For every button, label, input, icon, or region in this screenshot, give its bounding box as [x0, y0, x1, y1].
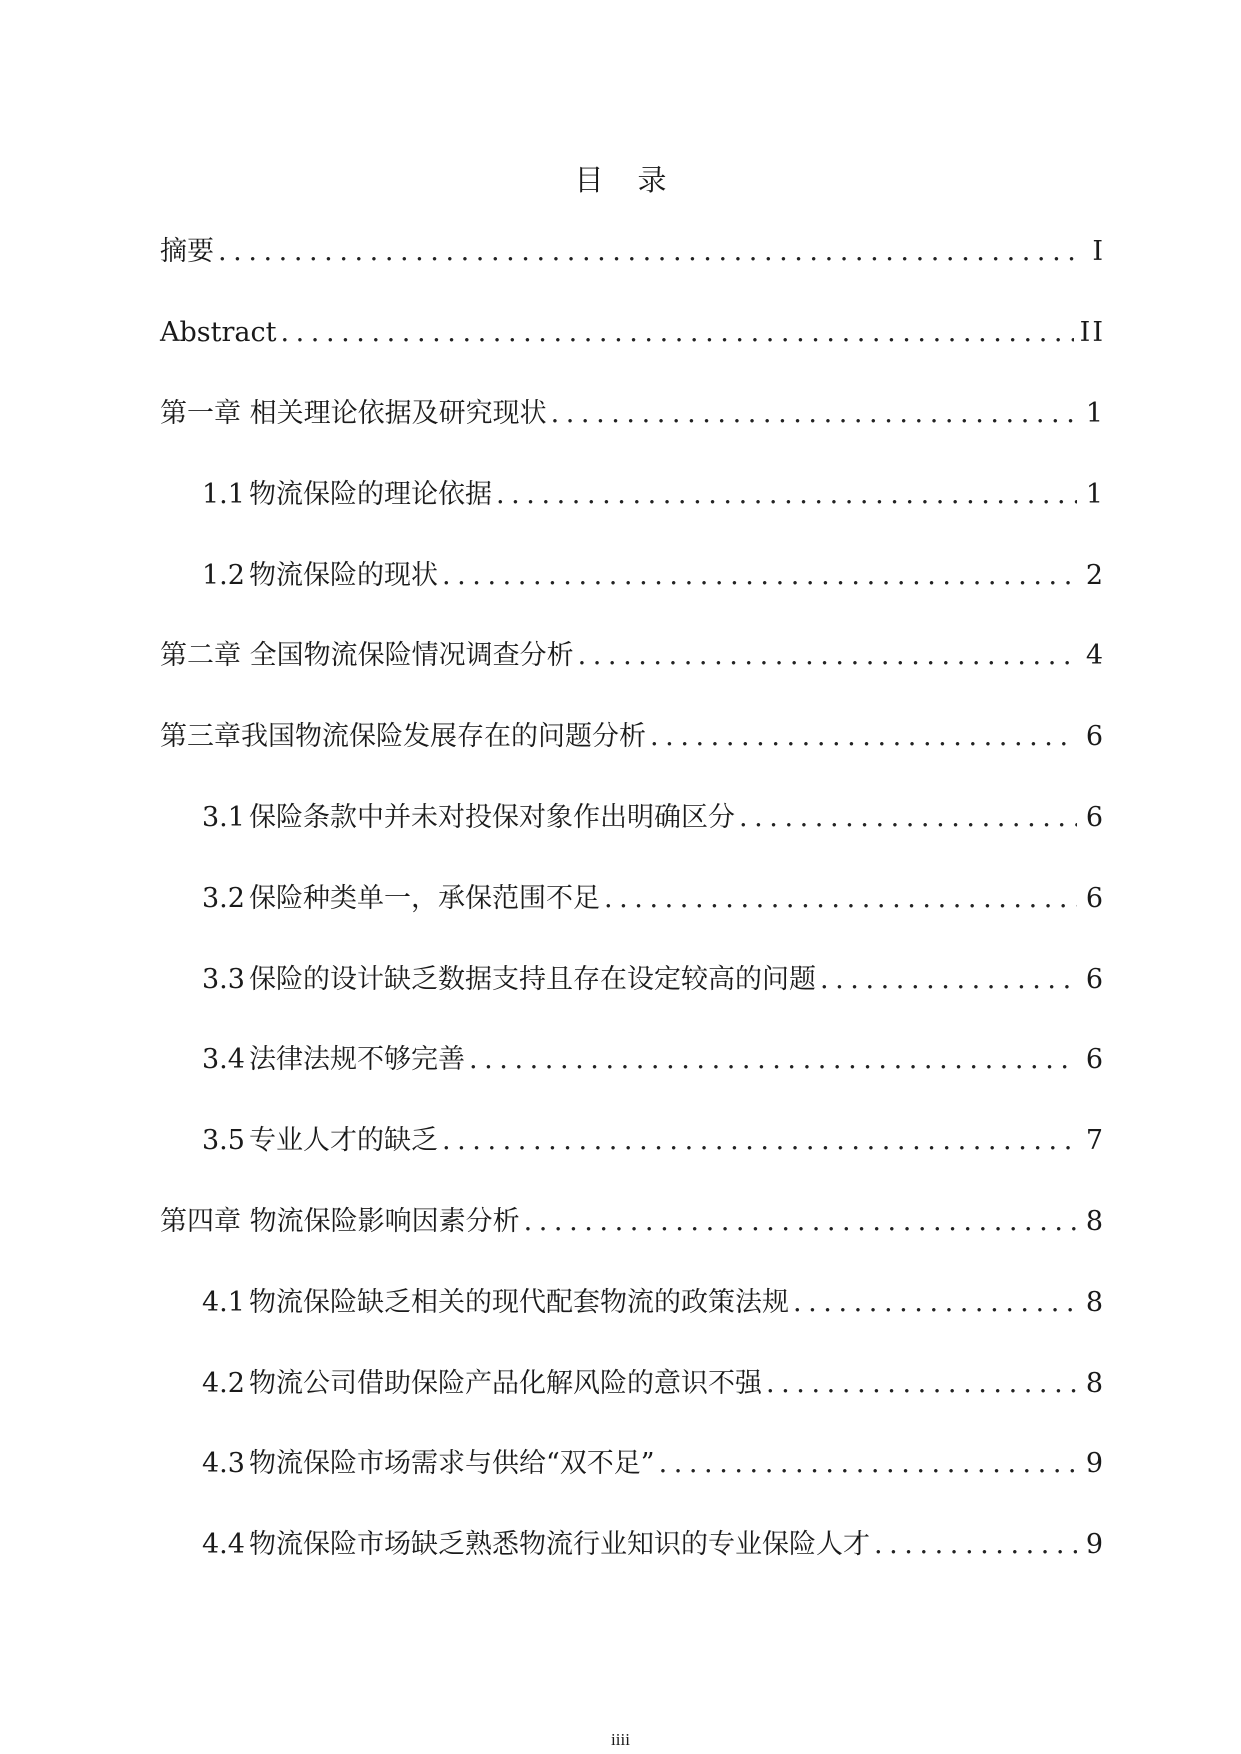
toc-entry-title: 物流保险市场缺乏熟悉物流行业知识的专业保险人才 — [248, 1529, 870, 1561]
toc-entry-label — [160, 315, 280, 351]
toc-entry-title: 第一章 相关理论依据及研究现状 — [160, 397, 547, 429]
toc-entry-page-number: 8 — [1077, 1366, 1105, 1402]
footer-page-number: iiii — [611, 1730, 630, 1749]
toc-dot-leader — [524, 1204, 1077, 1240]
toc-entry-number: 3.2 — [202, 882, 245, 914]
toc-dot-leader — [650, 719, 1077, 755]
toc-entry-label — [202, 1527, 874, 1563]
toc-entry[interactable] — [160, 212, 1105, 293]
toc-entry-number: 4.1 — [202, 1286, 245, 1318]
toc-entry-label — [202, 1446, 659, 1482]
toc-dot-leader — [551, 396, 1077, 432]
toc-entry[interactable] — [160, 858, 1105, 939]
toc-entry[interactable] — [160, 293, 1105, 374]
toc-dot-leader — [442, 558, 1077, 594]
toc-dot-leader — [820, 962, 1077, 998]
toc-entry-page-number: 8 — [1077, 1204, 1105, 1240]
toc-entry-label — [160, 396, 551, 432]
page-title-first-char: 目 — [574, 163, 604, 197]
toc-entry[interactable] — [160, 1262, 1105, 1343]
toc-entry-number: 1.1 — [202, 478, 245, 510]
toc-entry-number: 3.5 — [202, 1125, 245, 1157]
toc-entry-number: 3.4 — [202, 1044, 245, 1076]
toc-entry-number: 3.3 — [202, 963, 245, 995]
toc-entry-page-number: 6 — [1077, 962, 1105, 998]
toc-dot-leader — [604, 881, 1077, 917]
toc-entry-page-number: 9 — [1077, 1446, 1105, 1482]
toc-entry-number: 1.2 — [202, 559, 245, 591]
toc-entry-title: 第三章我国物流保险发展存在的问题分析 — [160, 721, 646, 753]
toc-entry-title: 法律法规不够完善 — [248, 1044, 465, 1076]
toc-dot-leader — [218, 234, 1077, 270]
toc-entry[interactable] — [160, 1343, 1105, 1424]
toc-entry-label — [202, 881, 604, 917]
toc-entry-page-number: II — [1074, 315, 1105, 351]
toc-entry[interactable] — [160, 1020, 1105, 1101]
toc-entry-title: 保险种类单一，承保范围不足 — [248, 882, 600, 914]
toc-entry[interactable] — [160, 535, 1105, 616]
toc-entry-page-number: 6 — [1077, 719, 1105, 755]
toc-entry-page-number: 6 — [1077, 881, 1105, 917]
toc-entry-label — [160, 638, 578, 674]
toc-entry-title: 物流保险市场需求与供给“双不足” — [248, 1448, 655, 1480]
toc-dot-leader — [659, 1446, 1077, 1482]
toc-entry-number: 4.3 — [202, 1448, 245, 1480]
toc-entry-page-number: 2 — [1077, 558, 1105, 594]
toc-entry[interactable] — [160, 1101, 1105, 1182]
toc-dot-leader — [442, 1123, 1077, 1159]
toc-entry-label — [202, 558, 442, 594]
toc-entry-title: 第四章 物流保险影响因素分析 — [160, 1205, 520, 1237]
toc-entry[interactable] — [160, 939, 1105, 1020]
toc-entry-label — [202, 800, 739, 836]
toc-entry-title: 摘要 — [160, 236, 214, 268]
toc-entry-page-number: 1 — [1077, 396, 1105, 432]
toc-entry-label — [202, 962, 820, 998]
toc-entry-title: 物流保险的理论依据 — [248, 478, 492, 510]
toc-entry[interactable] — [160, 697, 1105, 778]
toc-dot-leader — [739, 800, 1077, 836]
toc-dot-leader — [793, 1285, 1077, 1321]
toc-entry-page-number: 4 — [1077, 638, 1105, 674]
toc-entry[interactable] — [160, 616, 1105, 697]
toc-entry-page-number: 6 — [1077, 800, 1105, 836]
toc-entry-title: 保险条款中并未对投保对象作出明确区分 — [248, 801, 735, 833]
toc-entry-page-number: 1 — [1077, 477, 1105, 513]
toc-entry-title: 物流公司借助保险产品化解风险的意识不强 — [248, 1367, 762, 1399]
toc-entry-label — [160, 1204, 524, 1240]
toc-dot-leader — [496, 477, 1077, 513]
toc-entry-label — [202, 1042, 469, 1078]
toc-entry-page-number: 7 — [1077, 1123, 1105, 1159]
page-title — [0, 160, 1241, 200]
toc-dot-leader — [578, 638, 1077, 674]
toc-entry-title: 物流保险缺乏相关的现代配套物流的政策法规 — [248, 1286, 789, 1318]
toc-entry-label — [202, 1366, 766, 1402]
toc-entry-title: 保险的设计缺乏数据支持且存在设定较高的问题 — [248, 963, 816, 995]
toc-entry-title: 第二章 全国物流保险情况调查分析 — [160, 640, 574, 672]
page-title-second-char: 录 — [637, 163, 667, 197]
toc-entry-label — [202, 1285, 793, 1321]
toc-entry-label — [160, 234, 218, 270]
toc-entry-page-number: 9 — [1077, 1527, 1105, 1563]
toc-entry-number: 4.4 — [202, 1529, 245, 1561]
toc-dot-leader — [469, 1042, 1077, 1078]
toc-entry-label — [202, 1123, 442, 1159]
toc-entry[interactable] — [160, 1182, 1105, 1263]
toc-dot-leader — [766, 1366, 1077, 1402]
toc-entry-label — [160, 719, 650, 755]
toc-entry-number: 3.1 — [202, 801, 245, 833]
toc-entry-title: Abstract — [160, 317, 277, 349]
toc-entry-title: 专业人才的缺乏 — [248, 1125, 438, 1157]
toc-entry-page-number: 6 — [1077, 1042, 1105, 1078]
toc-entry[interactable] — [160, 374, 1105, 455]
toc-entry-page-number: I — [1077, 234, 1105, 270]
toc-entry-label — [202, 477, 496, 513]
table-of-contents — [160, 212, 1105, 1586]
toc-entry-page-number: 8 — [1077, 1285, 1105, 1321]
toc-entry-title: 物流保险的现状 — [248, 559, 438, 591]
toc-entry[interactable] — [160, 778, 1105, 859]
toc-dot-leader — [280, 315, 1073, 351]
toc-entry[interactable] — [160, 454, 1105, 535]
toc-entry[interactable] — [160, 1424, 1105, 1505]
toc-dot-leader — [874, 1527, 1077, 1563]
toc-entry[interactable] — [160, 1505, 1105, 1586]
toc-entry-number: 4.2 — [202, 1367, 245, 1399]
